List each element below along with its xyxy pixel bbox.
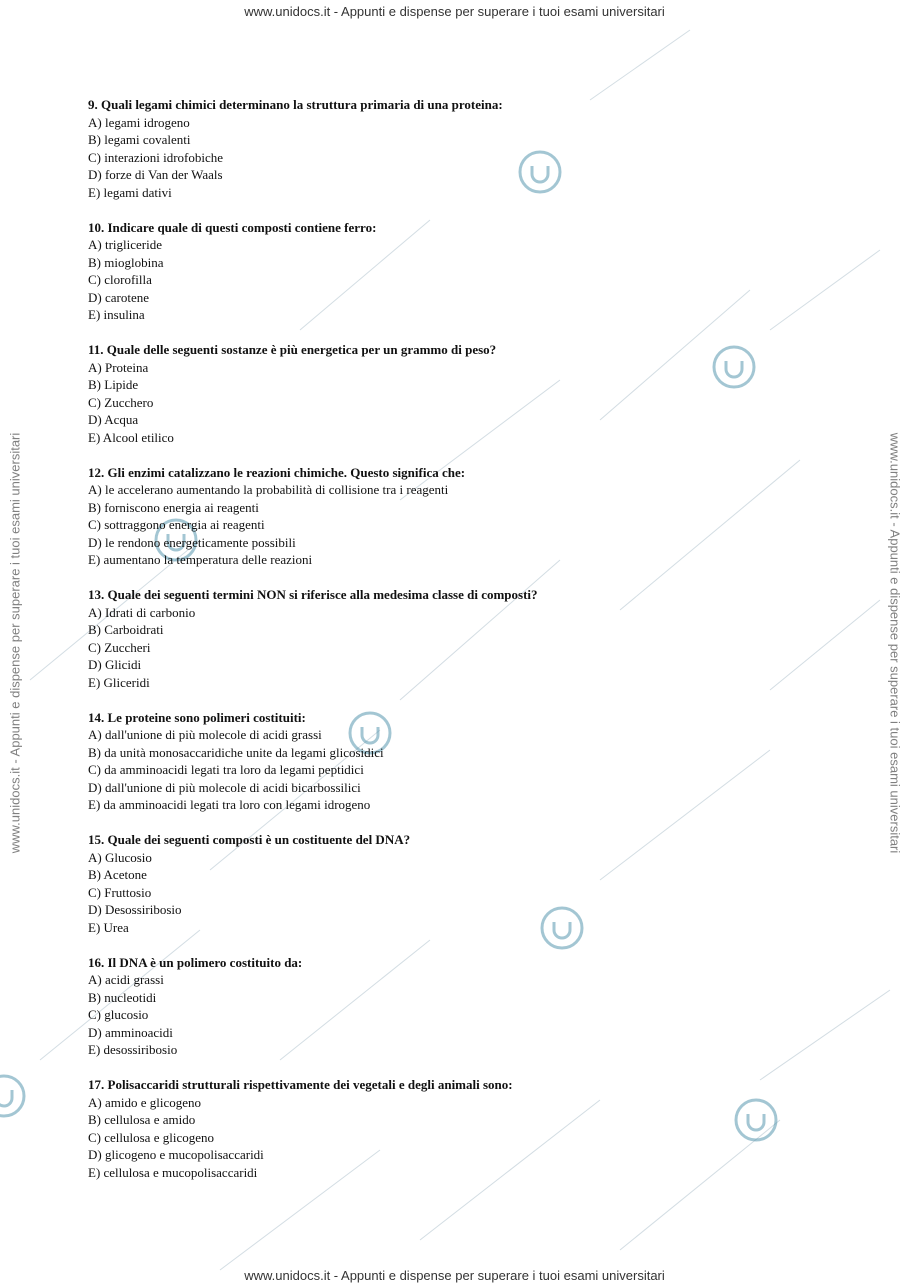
option-c: C) sottraggono energia ai reagenti [88,517,265,532]
option-d: D) Glicidi [88,657,142,672]
option-a: A) trigliceride [88,237,162,252]
option-c: C) cellulosa e glicogeno [88,1129,214,1145]
option-e: E) Alcool etilico [88,429,174,445]
option-c: C) Zucchero [88,394,154,410]
question-9 [88,96,848,201]
question-text: 15. Quale dei seguenti composti è un costituente del DNA? [88,832,411,847]
question-11 [88,341,848,446]
option-a: A) legami idrogeno [88,114,190,130]
question-10 [88,219,848,324]
option-b: B) forniscono energia ai reagenti [88,499,259,515]
option-c: C) Zuccheri [88,639,151,655]
option-a: A) le accelerano aumentando la probabilità di collisione tra i reagenti [88,482,449,497]
option-b: B) Carboidrati [88,622,164,637]
option-d: D) forze di Van der Waals [88,167,223,182]
option-b: B) cellulosa e amido [88,1112,196,1127]
question-13 [88,586,848,691]
option-e: E) aumentano la temperatura delle reazioni [88,552,313,567]
page-footer: www.unidocs.it - Appunti e dispense per superare i tuoi esami universitari [244,1268,665,1283]
option-c: C) da amminoacidi legati tra loro da legami peptidici [88,762,364,777]
question-text: 9. Quali legami chimici determinano la struttura primaria di una proteina: [88,97,503,112]
question-text: 13. Quale dei seguenti termini NON si riferisce alla medesima classe di composti? [88,587,538,602]
option-c: C) Fruttosio [88,884,152,900]
option-b: B) Lipide [88,377,139,392]
question-text: 10. Indicare quale di questi composti contiene ferro: [88,219,377,235]
option-b: B) da unità monosaccaridiche unite da legami glicosidici [88,744,384,760]
option-c: C) clorofilla [88,272,152,287]
option-d: D) carotene [88,289,149,305]
option-d: D) Acqua [88,412,139,427]
option-e: E) insulina [88,307,145,322]
option-d: D) Desossiribosio [88,902,182,917]
option-e: E) cellulosa e mucopolisaccaridi [88,1164,258,1180]
option-e: E) desossiribosio [88,1042,178,1057]
question-text: 12. Gli enzimi catalizzano le reazioni chimiche. Questo significa che: [88,464,466,480]
question-17 [88,1076,848,1181]
option-b: B) nucleotidi [88,989,157,1005]
option-e: E) Urea [88,919,129,935]
question-text: 16. Il DNA è un polimero costituito da: [88,954,303,970]
option-a: A) acidi grassi [88,972,164,987]
question-12 [88,464,848,569]
option-a: A) Glucosio [88,849,152,865]
question-text: 17. Polisaccaridi strutturali rispettivamente dei vegetali e degli animali sono: [88,1077,513,1092]
side-watermark-left: www.unidocs.it - Appunti e dispense per superare i tuoi esami universitari [7,432,23,854]
option-c: C) interazioni idrofobiche [88,149,224,165]
question-15 [88,831,848,936]
option-e: E) Gliceridi [88,674,150,690]
question-16 [88,954,848,1059]
option-d: D) le rendono energeticamente possibili [88,534,296,550]
option-e: E) da amminoacidi legati tra loro con legami idrogeno [88,797,371,812]
question-14 [88,709,848,814]
option-a: A) amido e glicogeno [88,1094,201,1110]
option-d: D) dall'unione di più molecole di acidi bicarbossilici [88,779,361,795]
option-c: C) glucosio [88,1007,149,1022]
option-b: B) Acetone [88,867,147,882]
option-e: E) legami dativi [88,184,172,200]
option-a: A) Idrati di carbonio [88,604,196,620]
option-b: B) mioglobina [88,254,164,270]
option-b: B) legami covalenti [88,132,191,147]
question-list [88,96,848,1199]
option-a: A) Proteina [88,359,149,375]
question-text: 14. Le proteine sono polimeri costituiti: [88,709,306,725]
option-d: D) amminoacidi [88,1024,173,1040]
page-header: www.unidocs.it - Appunti e dispense per superare i tuoi esami universitari [244,4,665,19]
side-watermark-right: www.unidocs.it - Appunti e dispense per superare i tuoi esami universitari [887,432,903,854]
option-a: A) dall'unione di più molecole di acidi grassi [88,727,322,742]
option-d: D) glicogeno e mucopolisaccaridi [88,1147,264,1162]
question-text: 11. Quale delle seguenti sostanze è più energetica per un grammo di peso? [88,342,497,357]
